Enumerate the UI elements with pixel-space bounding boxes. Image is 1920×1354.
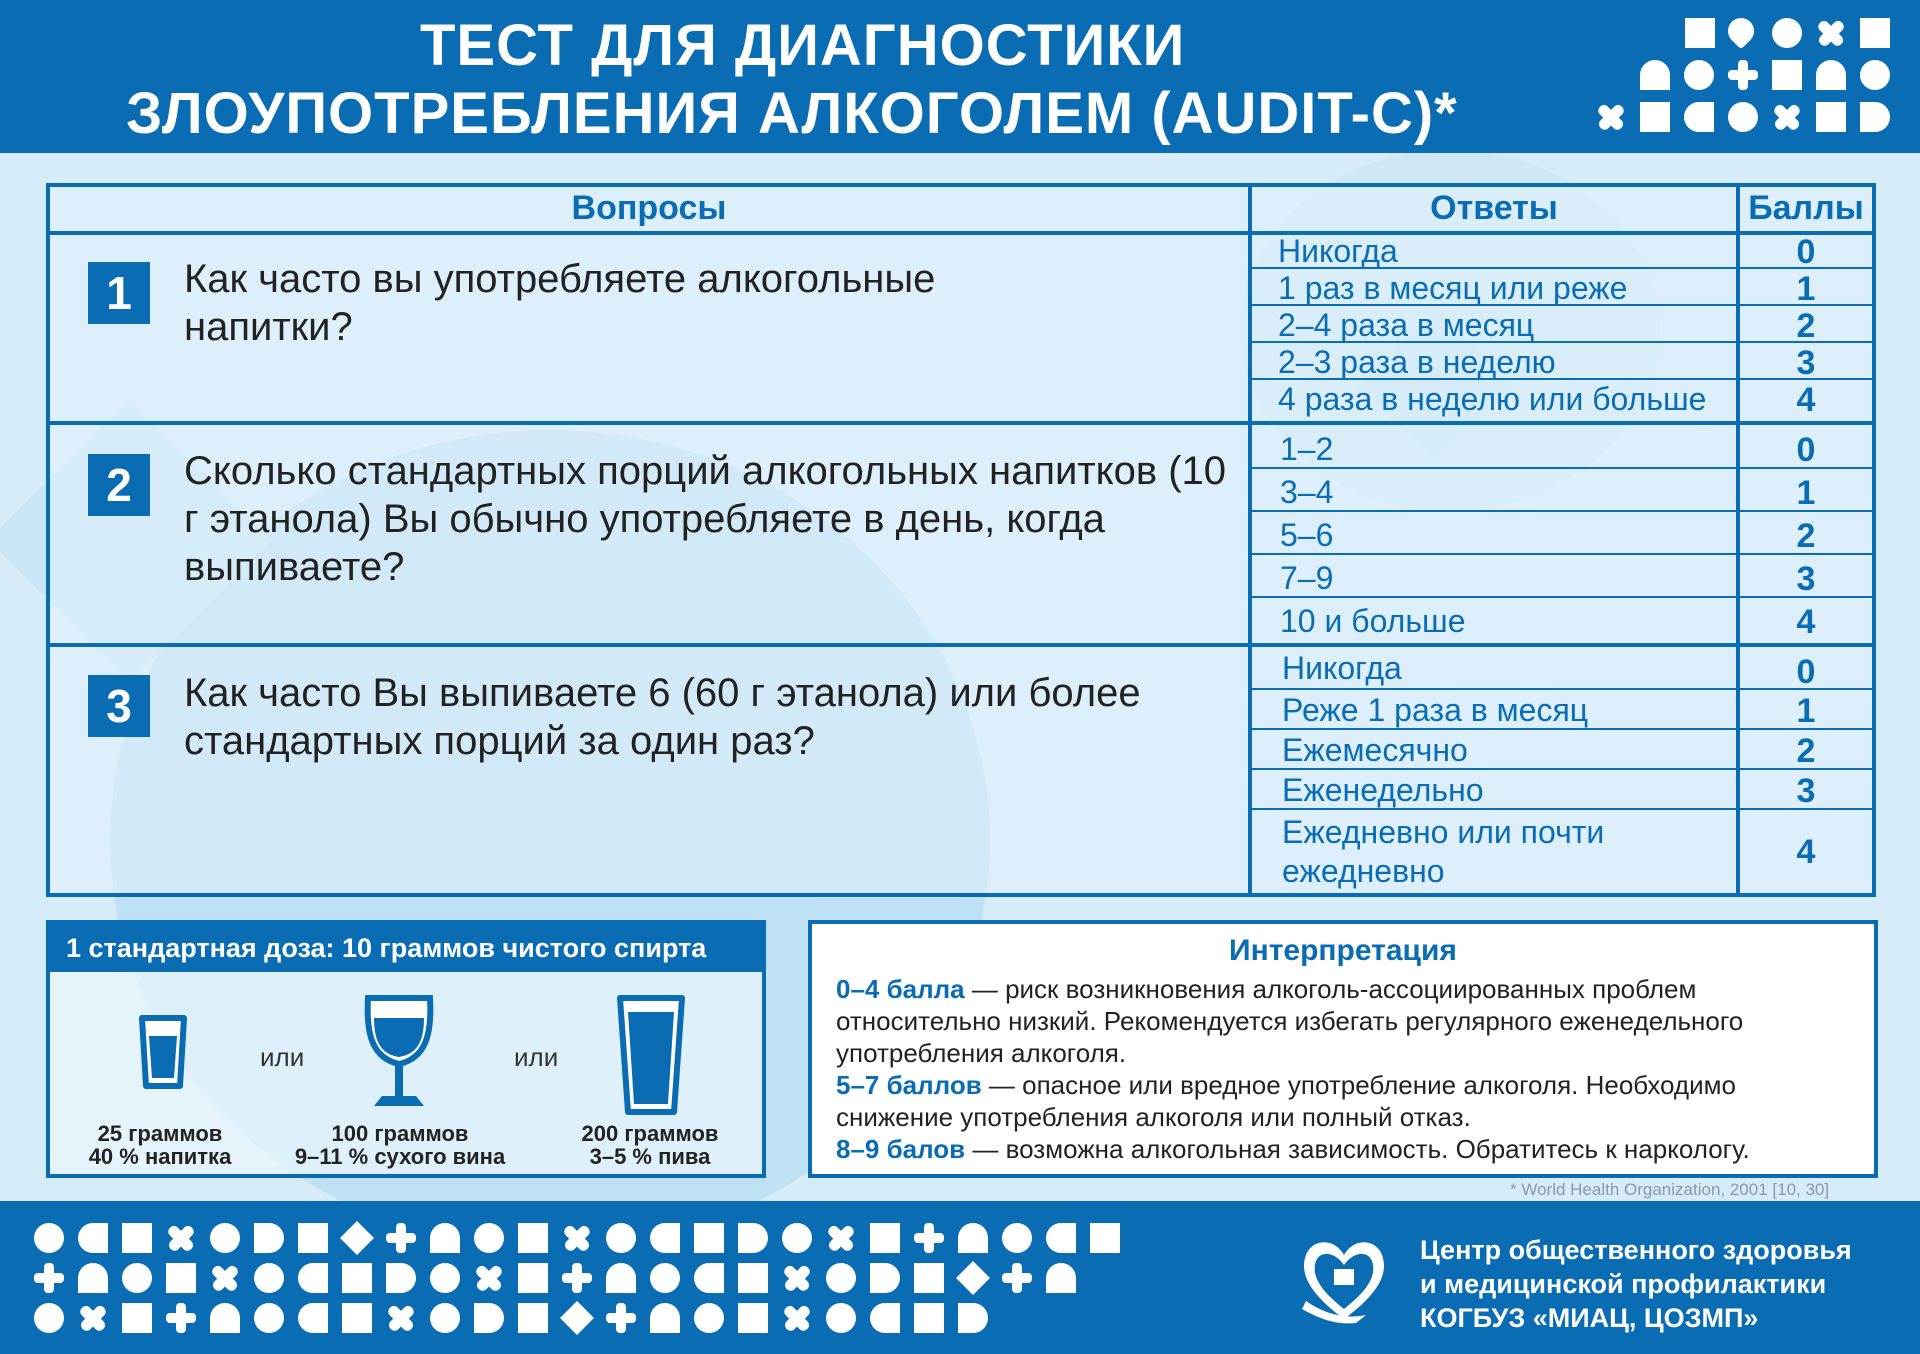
organization-name-line1: Центр общественного здоровья (1420, 1235, 1852, 1265)
square-shape (1772, 60, 1802, 90)
interpretation-text: — опасное или вредное употребление алкоголя. Необходимо (981, 1070, 1736, 1100)
half-round-shape (650, 1223, 680, 1253)
answer-points: 3 (1796, 772, 1816, 810)
square-shape (1860, 18, 1890, 48)
interpretation-line (836, 1134, 1750, 1165)
question-text: Сколько стандартных порций алкогольных напитков (10 г этанола) Вы обычно употребляете в день, когда выпиваете? (184, 449, 1227, 589)
cross-shape (1810, 12, 1852, 54)
interpretation-text: снижение употребления алкоголя или полный отказ. (836, 1102, 1471, 1132)
score-range: 5–7 баллов (836, 1070, 982, 1100)
cross-shape (820, 1217, 862, 1259)
circle-shape (34, 1223, 64, 1253)
circle-shape (1002, 1223, 1032, 1253)
section-divider (50, 421, 1872, 425)
half-round-shape (738, 1223, 768, 1253)
cross-shape (204, 1257, 246, 1299)
half-round-shape (870, 1303, 900, 1333)
dose-amount: 200 граммов (581, 1121, 719, 1146)
square-shape (870, 1223, 900, 1253)
shot-glass-icon (138, 1014, 188, 1090)
or-separator: или (260, 1042, 305, 1072)
dose-strength: 3–5 % пива (589, 1144, 711, 1169)
answer-option-continued: ежедневно (1282, 853, 1445, 889)
column-header-answers: Ответы (1430, 189, 1558, 227)
square-shape (122, 1223, 152, 1253)
square-shape (342, 1303, 372, 1333)
circle-shape (1772, 18, 1802, 48)
answer-option: 3–4 (1280, 474, 1334, 510)
organization-name-line2: и медицинской профилактики (1420, 1269, 1827, 1299)
plus-shape (914, 1223, 944, 1253)
interpretation-text: относительно низкий. Рекомендуется избегать регулярного еженедельного (836, 1006, 1744, 1036)
answer-points: 4 (1796, 603, 1816, 641)
beer-glass-icon (616, 994, 686, 1116)
answer-option: Никогда (1278, 233, 1398, 269)
cross-shape (468, 1257, 510, 1299)
column-divider (1248, 187, 1252, 893)
dose-strength: 40 % напитка (88, 1144, 232, 1169)
interpretation-text: — риск возникновения алкоголь-ассоциированных проблем (964, 974, 1697, 1004)
answer-points: 4 (1796, 833, 1816, 871)
page-title-line1: ТЕСТ ДЛЯ ДИАГНОСТИКИ (420, 13, 1186, 78)
half-round-shape (870, 1263, 900, 1293)
heart-shape (1723, 13, 1760, 50)
answer-option: 5–6 (1280, 517, 1334, 553)
dose-label-beer (560, 1122, 740, 1168)
half-round-shape (254, 1223, 284, 1253)
answer-points: 4 (1796, 381, 1816, 419)
diamond-shape (340, 1221, 374, 1255)
answer-points: 1 (1796, 692, 1816, 730)
square-shape (1090, 1223, 1120, 1253)
answer-points: 1 (1796, 474, 1816, 512)
cross-shape (380, 1297, 422, 1339)
interpretation-line (836, 1102, 1471, 1133)
half-round-shape (1046, 1223, 1076, 1253)
question-text: Как часто вы употребляете алкогольные напитки? (184, 257, 936, 349)
organization-name-line3: КОГБУЗ «МИАЦ, ЦОЗМП» (1420, 1303, 1759, 1333)
dome-shape (430, 1223, 460, 1253)
plus-shape (166, 1303, 196, 1333)
answer-points: 2 (1796, 307, 1816, 345)
header-banner (0, 0, 1920, 153)
cross-shape (1590, 96, 1632, 138)
diamond-shape (956, 1261, 990, 1295)
circle-shape (430, 1303, 460, 1333)
column-header-questions: Вопросы (571, 189, 727, 227)
footer-banner (0, 1201, 1920, 1354)
footnote: * World Health Organization, 2001 [10, 30] (1510, 1180, 1830, 1199)
plus-shape (562, 1263, 592, 1293)
answer-points: 3 (1796, 344, 1816, 382)
dose-amount: 100 граммов (331, 1121, 469, 1146)
circle-shape (782, 1223, 812, 1253)
square-shape (518, 1223, 548, 1253)
interpretation-line (836, 1070, 1736, 1101)
section-divider (50, 643, 1872, 647)
interpretation-line (836, 974, 1696, 1005)
interpretation-text: — возможна алкогольная зависимость. Обратитесь к наркологу. (965, 1134, 1750, 1164)
square-shape (166, 1263, 196, 1293)
square-shape (518, 1303, 548, 1333)
dome-shape (1640, 60, 1670, 90)
square-shape (298, 1223, 328, 1253)
diamond-shape (560, 1301, 594, 1335)
circle-shape (1728, 102, 1758, 132)
answer-points: 0 (1796, 431, 1816, 469)
answer-option: 7–9 (1280, 560, 1334, 596)
answer-option: Реже 1 раза в месяц (1282, 692, 1589, 728)
square-shape (518, 1263, 548, 1293)
circle-shape (650, 1263, 680, 1293)
dose-label-wine (280, 1122, 520, 1168)
cross-shape (776, 1297, 818, 1339)
answer-option: 1–2 (1280, 431, 1334, 467)
score-range: 0–4 балла (836, 974, 965, 1004)
square-shape (122, 1303, 152, 1333)
circle-shape (210, 1223, 240, 1253)
plus-shape (34, 1263, 64, 1293)
answer-option: Ежемесячно (1282, 732, 1468, 768)
dose-amount: 25 граммов (97, 1121, 223, 1146)
answer-option: Никогда (1282, 650, 1402, 686)
half-round-shape (298, 1263, 328, 1293)
circle-shape (254, 1263, 284, 1293)
dose-label-spirits (70, 1122, 250, 1168)
dome-shape (1046, 1263, 1076, 1293)
score-range: 8–9 балов (836, 1134, 966, 1164)
answer-points: 2 (1796, 732, 1816, 770)
square-shape (342, 1263, 372, 1293)
plus-shape (606, 1303, 636, 1333)
wine-glass-icon (362, 994, 436, 1110)
heart-hands-logo (1296, 1229, 1392, 1329)
interpretation-line (836, 1038, 1126, 1069)
square-shape (738, 1263, 768, 1293)
answer-points: 0 (1796, 233, 1816, 271)
header-divider (50, 231, 1872, 235)
interpretation-line (836, 1006, 1743, 1037)
answer-points: 2 (1796, 517, 1816, 555)
interpretation-title: Интерпретация (1229, 934, 1457, 967)
circle-shape (1860, 60, 1890, 90)
circle-shape (606, 1223, 636, 1253)
standard-dose-title: 1 стандартная доза: 10 граммов чистого спирта (50, 924, 762, 972)
cross-shape (556, 1217, 598, 1259)
circle-shape (694, 1303, 724, 1333)
circle-shape (1684, 60, 1714, 90)
question-number: 3 (88, 675, 150, 737)
square-shape (694, 1223, 724, 1253)
square-shape (1685, 18, 1715, 48)
interpretation-text: употребления алкоголя. (836, 1038, 1127, 1068)
answer-points: 0 (1796, 653, 1816, 691)
circle-shape (430, 1263, 460, 1293)
cross-shape (160, 1217, 202, 1259)
answer-option: 4 раза в неделю или больше (1278, 381, 1707, 417)
half-round-shape (474, 1303, 504, 1333)
dome-shape (958, 1223, 988, 1253)
dome-shape (78, 1263, 108, 1293)
half-round-shape (1684, 102, 1714, 132)
answer-option: Ежедневно или почти (1282, 814, 1605, 850)
cross-shape (1766, 96, 1808, 138)
answer-option: Еженедельно (1282, 772, 1484, 808)
half-round-shape (694, 1263, 724, 1293)
answer-points: 1 (1796, 270, 1816, 308)
question-number: 1 (88, 262, 150, 324)
cross-shape (72, 1297, 114, 1339)
answer-option: 2–4 раза в месяц (1278, 307, 1535, 343)
circle-shape (826, 1263, 856, 1293)
interpretation-box (808, 920, 1878, 1178)
square-shape (1640, 102, 1670, 132)
circle-shape (34, 1303, 64, 1333)
answer-points: 3 (1796, 560, 1816, 598)
circle-shape (254, 1303, 284, 1333)
circle-shape (122, 1263, 152, 1293)
half-round-shape (298, 1303, 328, 1333)
circle-shape (474, 1223, 504, 1253)
circle-shape (826, 1303, 856, 1333)
question-number: 2 (88, 454, 150, 516)
square-shape (1816, 102, 1846, 132)
column-header-points: Баллы (1748, 189, 1864, 227)
answer-option: 10 и больше (1280, 603, 1466, 639)
plus-shape (1728, 60, 1758, 90)
page-title-line2: ЗЛОУПОТРЕБЛЕНИЯ АЛКОГОЛЕМ (AUDIT-C)* (126, 81, 1458, 146)
standard-dose-box (46, 920, 766, 1178)
square-shape (738, 1303, 768, 1333)
square-shape (914, 1303, 944, 1333)
square-shape (914, 1263, 944, 1293)
or-separator: или (514, 1042, 559, 1072)
dome-shape (1816, 60, 1846, 90)
cross-shape (776, 1257, 818, 1299)
dose-strength: 9–11 % сухого вина (294, 1144, 506, 1169)
dome-shape (606, 1263, 636, 1293)
half-round-shape (1860, 102, 1890, 132)
audit-table (46, 183, 1876, 897)
dome-shape (210, 1303, 240, 1333)
half-round-shape (78, 1223, 108, 1253)
half-round-shape (386, 1263, 416, 1293)
dome-shape (650, 1303, 680, 1333)
plus-shape (1002, 1263, 1032, 1293)
question-text: Как часто Вы выпиваете 6 (60 г этанола) или более стандартных порций за один раз? (184, 671, 1141, 763)
plus-shape (386, 1223, 416, 1253)
half-round-shape (958, 1303, 988, 1333)
answer-option: 2–3 раза в неделю (1278, 344, 1556, 380)
answer-option: 1 раз в месяц или реже (1278, 270, 1628, 306)
